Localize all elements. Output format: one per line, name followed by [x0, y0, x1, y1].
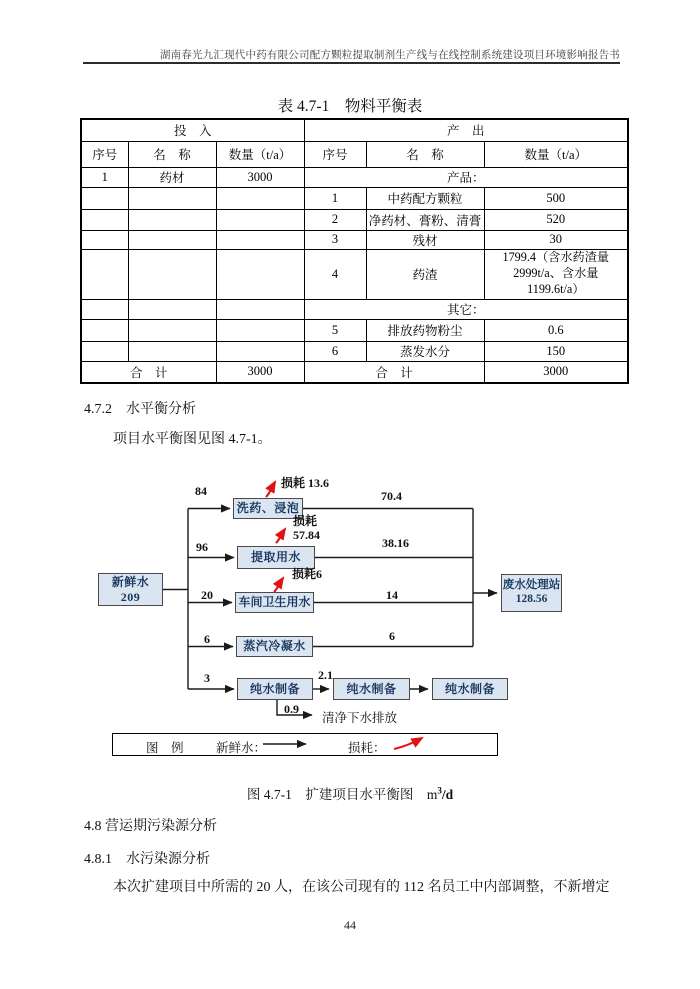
cell-out-qty: 1799.4（含水药渣量 2999t/a、含水量 1199.6t/a） — [484, 249, 628, 299]
node-extraction-water: 提取用水 — [237, 546, 315, 569]
cell-out-seq: 2 — [304, 209, 366, 230]
empty-cell — [81, 209, 128, 230]
node-fresh-water-label: 新鲜水 — [111, 575, 150, 590]
page-header-title: 湖南春光九汇现代中药有限公司配方颗粒提取制剂生产线与在线控制系统建设项目环境影响报告书 — [159, 50, 620, 61]
figure-caption: 图 4.7-1 扩建项目水平衡图 $m^3/d$ — [246, 785, 454, 802]
node-fresh-water-value: 209 — [120, 589, 141, 604]
input-total-label: 合 计 — [81, 361, 216, 383]
cell-input-qty: 3000 — [216, 167, 304, 187]
cell-out-seq: 5 — [304, 319, 366, 341]
col-header-name: 名 称 — [366, 141, 484, 167]
legend-fresh-label: 新鲜水： — [216, 741, 267, 755]
drain-label: 清净下水排放 — [322, 711, 398, 725]
heading-4-8: 4.8 营运期污染源分析 — [84, 819, 217, 834]
flow-wash-in: 84 — [195, 484, 207, 498]
empty-cell — [81, 299, 128, 319]
paragraph-4-8-1: 本次扩建项目中所需的 20 人，在该公司现有的 112 名员工中内部调整，不新增定 — [113, 880, 610, 895]
node-pure-water-prep-2: 纯水制备 — [333, 678, 410, 700]
node-wastewater-station-value: 128.56 — [515, 593, 548, 605]
empty-cell — [216, 209, 304, 230]
empty-cell — [81, 230, 128, 249]
header-rule — [83, 62, 620, 64]
group-header-output: 产 出 — [304, 119, 628, 141]
page-number: 44 — [344, 918, 356, 932]
empty-cell — [128, 209, 216, 230]
cell-out-seq: 1 — [304, 187, 366, 209]
cell-out-name: 残材 — [366, 230, 484, 249]
node-wastewater-station — [501, 574, 562, 612]
flow-wash-out: 70.4 — [381, 489, 402, 503]
flow-drain-value: 0.9 — [284, 702, 299, 716]
empty-cell — [128, 230, 216, 249]
node-wastewater-station-label: 废水处理站 — [502, 579, 561, 592]
cell-input-name: 药材 — [128, 167, 216, 187]
heading-4-8-1: 4.8.1 水污染源分析 — [84, 852, 210, 867]
empty-cell — [216, 187, 304, 209]
cell-out-seq: 4 — [304, 249, 366, 299]
flow-workshop-out: 14 — [386, 588, 398, 602]
legend-loss-label: 损耗： — [348, 741, 386, 755]
flow-extract-out: 38.16 — [382, 536, 409, 550]
empty-cell — [128, 249, 216, 299]
cell-out-name: 蒸发水分 — [366, 341, 484, 361]
heading-4-7-2: 4.7.2 水平衡分析 — [84, 402, 196, 417]
cell-out-name: 药渣 — [366, 249, 484, 299]
group-header-input: 投 入 — [81, 119, 304, 141]
output-total-qty: 3000 — [484, 361, 628, 383]
material-balance-table — [80, 118, 629, 384]
flow-pure-in: 3 — [204, 671, 210, 685]
col-header-name: 名 称 — [128, 141, 216, 167]
flow-pure-mid: 2.1 — [318, 668, 333, 682]
cell-out-qty: 0.6 — [484, 319, 628, 341]
col-header-qty: 数量（t/a） — [484, 141, 628, 167]
flow-workshop-in: 20 — [201, 588, 213, 602]
col-header-seq: 序号 — [304, 141, 366, 167]
table-caption: 表 4.7-1 物料平衡表 — [277, 98, 423, 115]
cell-input-seq: 1 — [81, 167, 128, 187]
cell-out-seq: 3 — [304, 230, 366, 249]
flow-steam-in: 6 — [204, 632, 210, 646]
empty-cell — [81, 319, 128, 341]
loss-wash-label: 损耗 13.6 — [281, 476, 330, 490]
col-header-qty: 数量（t/a） — [216, 141, 304, 167]
output-section-products: 产品： — [304, 167, 628, 187]
col-header-seq: 序号 — [81, 141, 128, 167]
node-steam-condensate: 蒸汽冷凝水 — [236, 636, 313, 657]
cell-out-qty: 150 — [484, 341, 628, 361]
cell-out-seq: 6 — [304, 341, 366, 361]
flow-extract-in: 96 — [196, 540, 208, 554]
cell-out-qty: 520 — [484, 209, 628, 230]
empty-cell — [81, 341, 128, 361]
node-pure-water-prep-3: 纯水制备 — [432, 678, 508, 700]
empty-cell — [128, 341, 216, 361]
cell-out-qty: 30 — [484, 230, 628, 249]
flow-steam-out: 6 — [389, 629, 395, 643]
cell-out-name: 中药配方颗粒 — [366, 187, 484, 209]
empty-cell — [81, 249, 128, 299]
empty-cell — [128, 187, 216, 209]
empty-cell — [216, 299, 304, 319]
node-pure-water-prep-1: 纯水制备 — [237, 678, 313, 700]
cell-out-name: 净药材、膏粉、清膏 — [366, 209, 484, 230]
legend-title: 图 例 — [146, 741, 184, 755]
loss-extract-label: 损耗 57.84 — [293, 514, 320, 542]
empty-cell — [128, 299, 216, 319]
empty-cell — [81, 187, 128, 209]
empty-cell — [216, 341, 304, 361]
empty-cell — [128, 319, 216, 341]
node-wash-soak: 洗药、浸泡 — [233, 498, 303, 519]
legend — [112, 733, 498, 756]
loss-workshop-label: 损耗6 — [292, 567, 323, 581]
cell-out-qty: 500 — [484, 187, 628, 209]
output-section-others: 其它： — [304, 299, 628, 319]
empty-cell — [216, 319, 304, 341]
input-total-qty: 3000 — [216, 361, 304, 383]
empty-cell — [216, 230, 304, 249]
node-workshop-sanitary-water: 车间卫生用水 — [235, 592, 314, 613]
cell-out-name: 排放药物粉尘 — [366, 319, 484, 341]
empty-cell — [216, 249, 304, 299]
paragraph-4-7-2: 项目水平衡图见图 4.7-1。 — [113, 432, 272, 447]
output-total-label: 合 计 — [304, 361, 484, 383]
node-fresh-water — [98, 573, 163, 606]
